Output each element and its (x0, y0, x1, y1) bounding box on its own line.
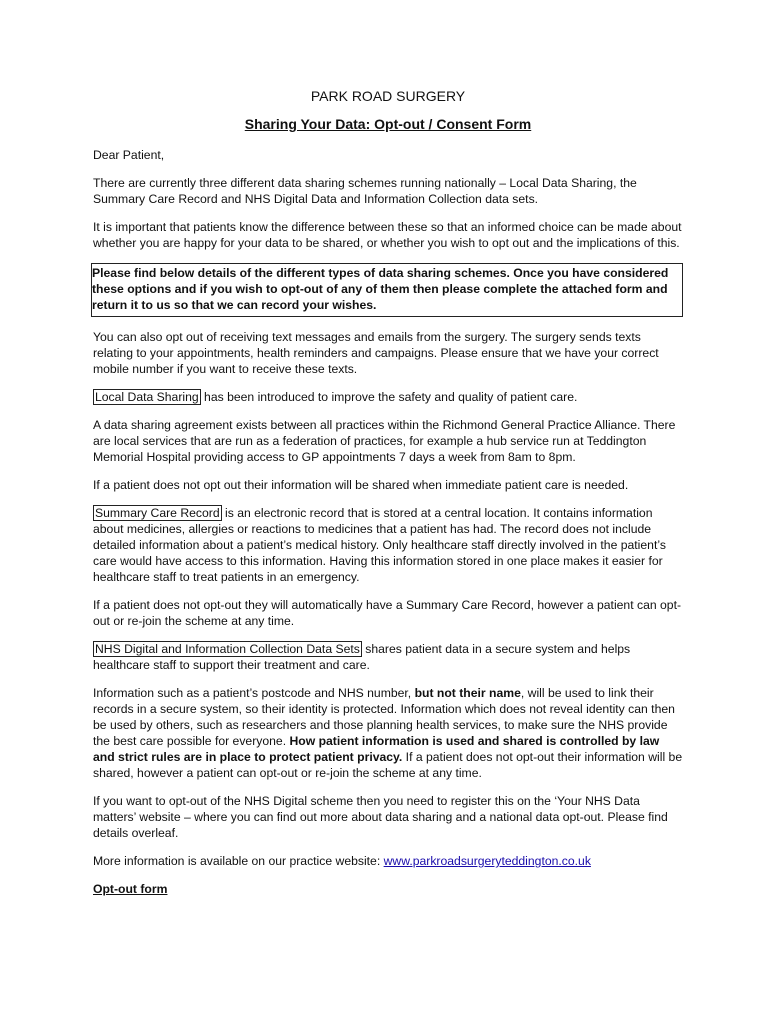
information-use-text-c: If a patient does not opt-out their information will be shared, however a patient can opt-out or re-join the scheme at any time. (93, 750, 683, 780)
page-title: Sharing Your Data: Opt-out / Consent Form (244, 116, 532, 132)
local-data-sharing-text: has been introduced to improve the safety and quality of patient care. (200, 390, 578, 404)
practice-website-link[interactable]: www.parkroadsurgeryteddington.co.uk (383, 854, 591, 868)
organisation-name: PARK ROAD SURGERY (310, 88, 466, 104)
nhs-opt-out-paragraph: If you want to opt-out of the NHS Digital scheme then you need to register this on the ‘Your NHS Data matters’ website – where you can find out more about data sharing and a national data opt-out. Please find details overleaf. (93, 794, 668, 840)
local-data-sharing-label: Local Data Sharing (95, 390, 199, 404)
summary-care-record-paragraph (93, 505, 683, 585)
information-use-bold-a: but not their name (414, 686, 521, 700)
intro-paragraph: There are currently three different data sharing schemes running nationally – Local Data Sharing, the Summary Care Record and NHS Digital Data and Information Collection data sets. (93, 176, 637, 206)
scr-opt-out-paragraph: If a patient does not opt-out they will automatically have a Summary Care Record, however a patient can opt-out or re-join the scheme at any time. (93, 598, 682, 628)
local-data-sharing-paragraph (93, 389, 683, 405)
summary-care-record-label: Summary Care Record (95, 506, 220, 520)
information-use-text-b: , will be used to link their records in a secure system, so their identity is protected. Information which does not reveal identity can then be used by others, such as researchers and those planning health services, to make sure the NHS provide the best care possible for everyone. (93, 686, 675, 748)
information-use-bold-b: How patient information is used and shared is controlled by law and strict rules are in place to protect patient privacy. (93, 734, 660, 764)
importance-paragraph: It is important that patients know the difference between these so that an informed choice can be made about whether you are happy for your data to be shared, or whether you wish to opt out and the implications of this. (93, 220, 682, 250)
nhs-digital-label: NHS Digital and Information Collection Data Sets (95, 642, 360, 656)
document-page (93, 88, 683, 897)
summary-care-record-text: is an electronic record that is stored at a central location. It contains information about medicines, allergies or reactions to medicines that a patient has had. The record does not include detailed information about a patient’s medical history. Only healthcare staff directly involved in the patient’s care would have access to this information. Having this information stored in one place makes it easier for healthcare staff to treat patients in an emergency. (93, 506, 666, 584)
notice-box: Please find below details of the different types of data sharing schemes. Once you have considered these options and if you wish to opt-out of any of them then please complete the attached form and return it to us so that we can record your wishes. (91, 263, 683, 317)
text-messages-paragraph: You can also opt out of receiving text messages and emails from the surgery. The surgery sends texts relating to your appointments, health reminders and campaigns. Please ensure that we have your correct mobile number if you want to receive these texts. (93, 330, 659, 376)
local-opt-out-paragraph: If a patient does not opt out their information will be shared when immediate patient care is needed. (93, 478, 629, 492)
information-use-text-a: Information such as a patient’s postcode and NHS number, (93, 686, 415, 700)
agreement-paragraph: A data sharing agreement exists between all practices within the Richmond General Practice Alliance. There are local services that are run as a federation of practices, for example a hub service run at Teddington Memorial Hospital providing access to GP appointments 7 days a week from 8am to 8pm. (93, 418, 676, 464)
nhs-digital-text: shares patient data in a secure system and helps healthcare staff to support their treatment and care. (93, 642, 631, 672)
salutation: Dear Patient, (93, 148, 165, 162)
nhs-digital-paragraph (93, 641, 683, 673)
more-info-text: More information is available on our practice website: (93, 854, 384, 868)
opt-out-form-heading: Opt-out form (93, 882, 168, 896)
more-info-paragraph (93, 853, 683, 869)
information-use-paragraph (93, 685, 683, 781)
